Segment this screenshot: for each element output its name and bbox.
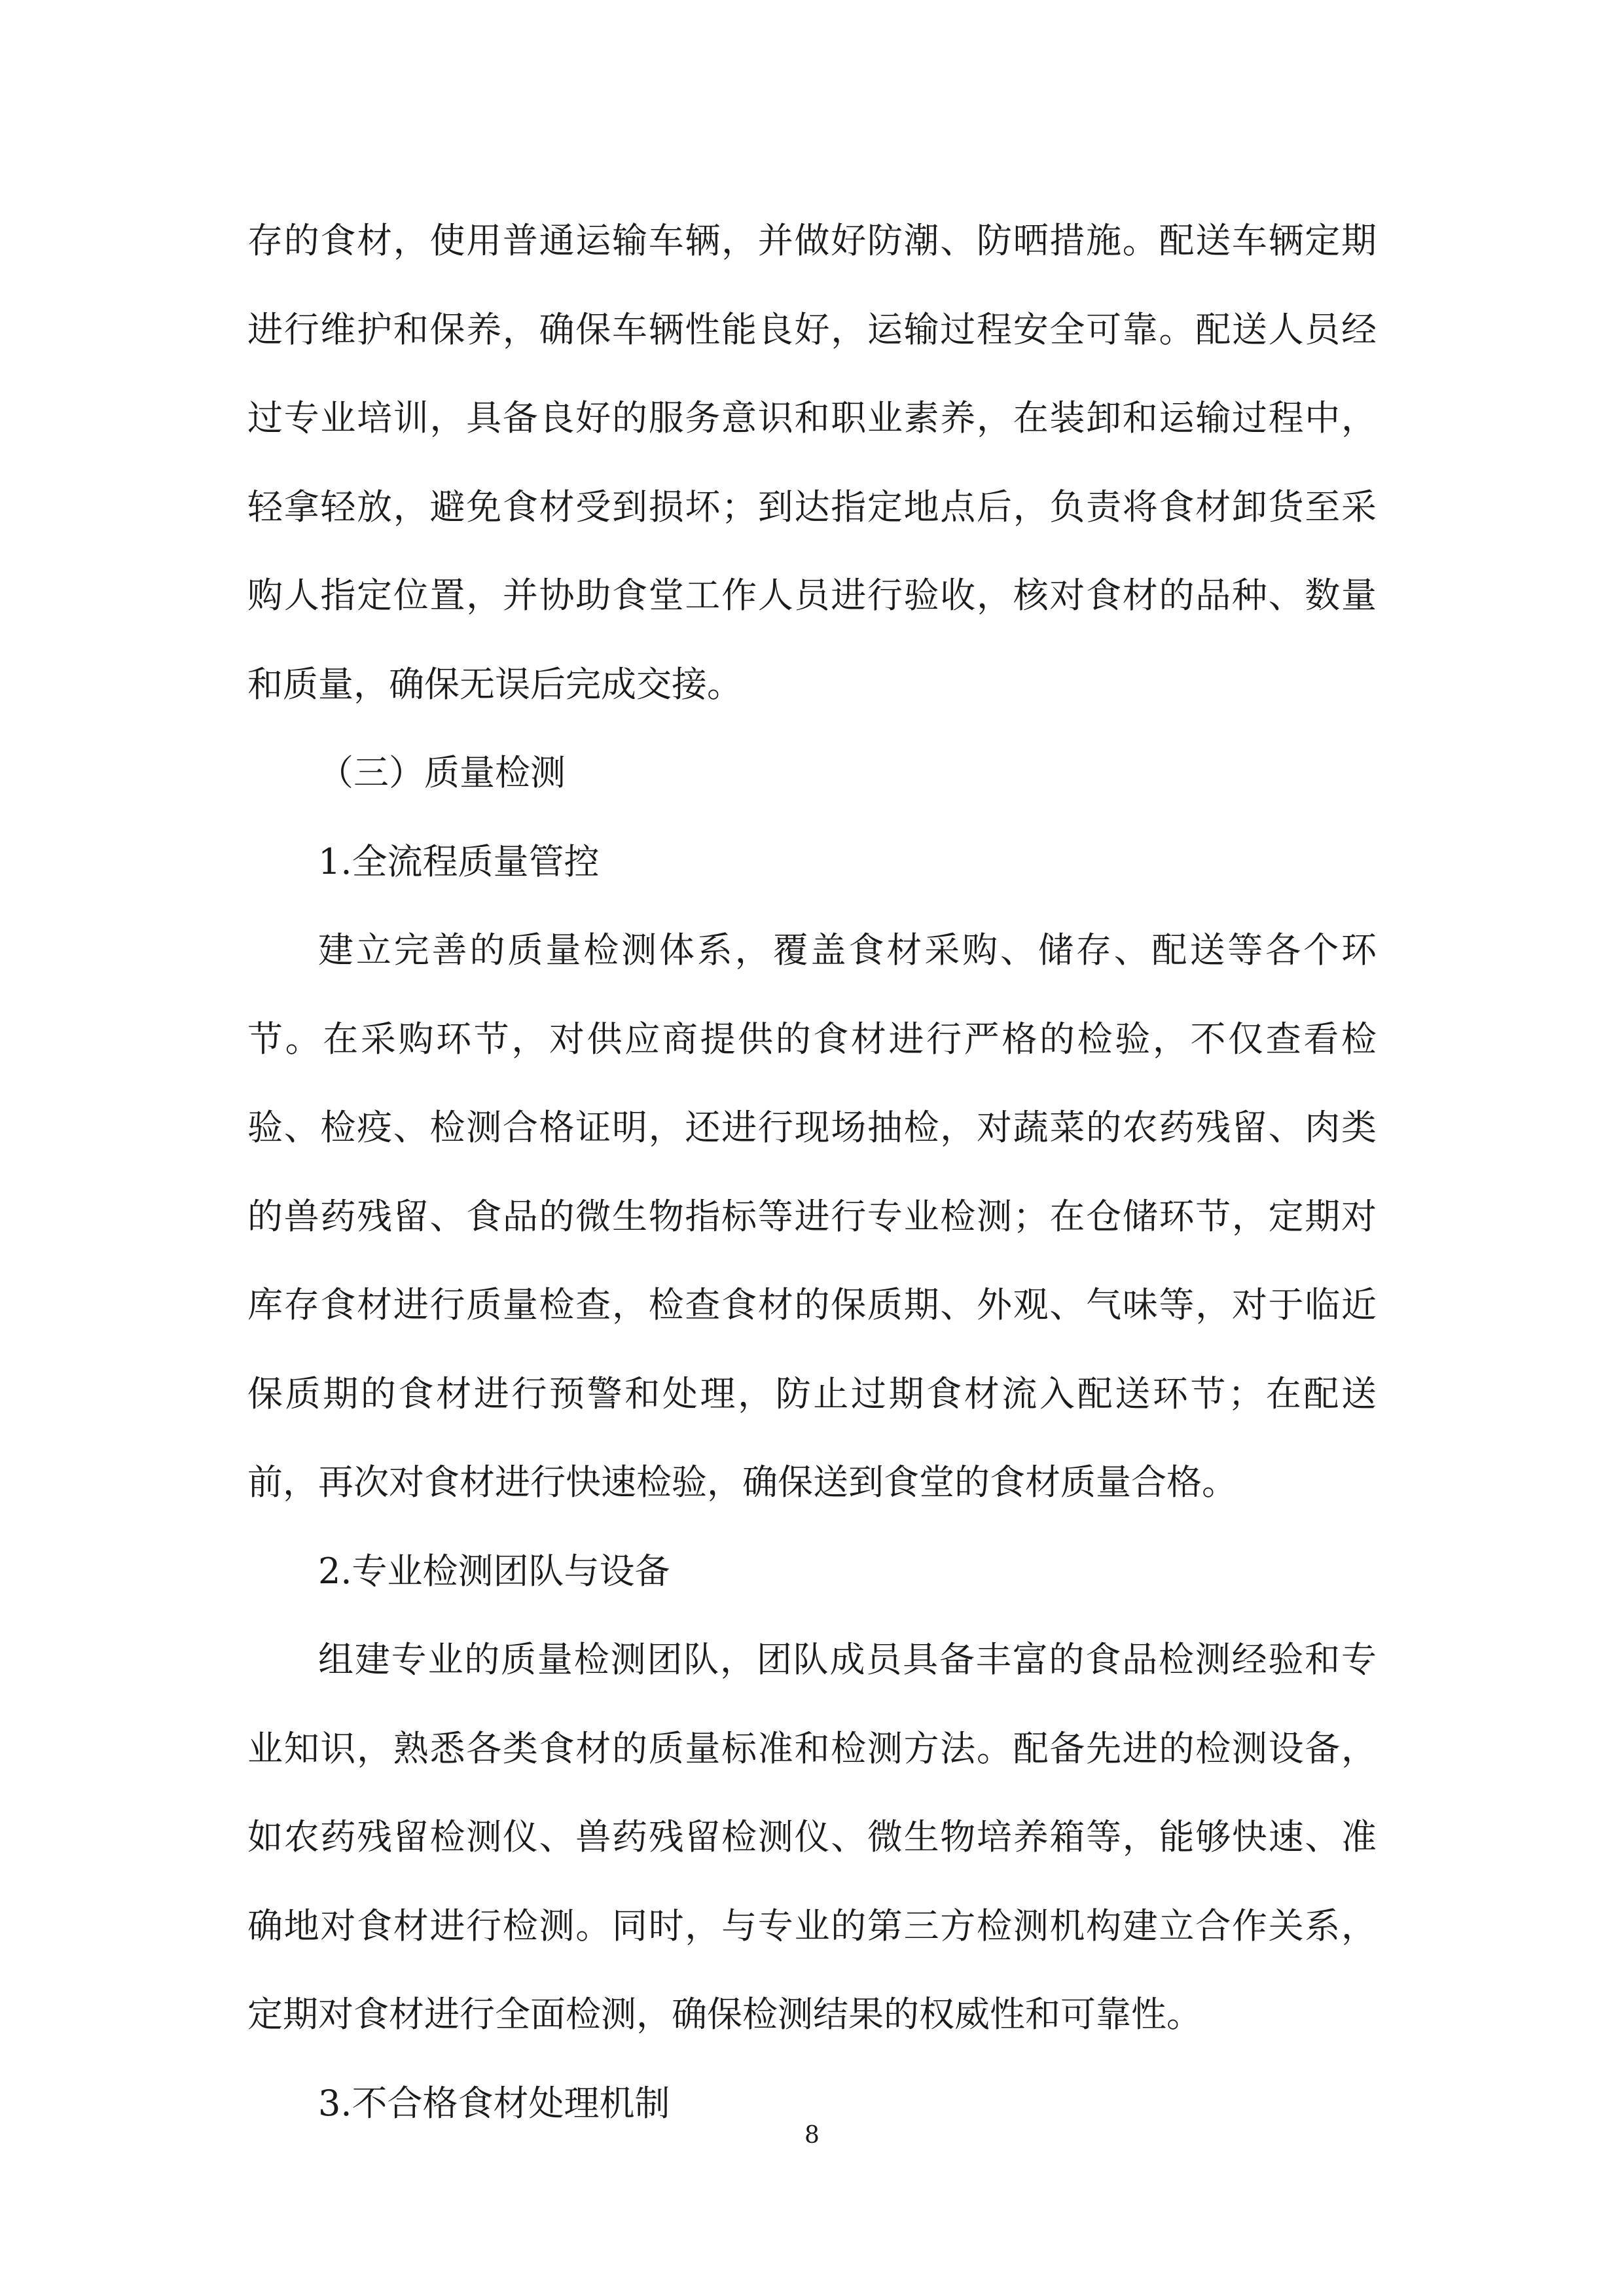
section-heading-quality-inspection: （三）质量检测 <box>318 752 566 793</box>
subheading-nonconforming-food-handling: 3.不合格食材处理机制 <box>318 2082 670 2124</box>
subheading-testing-team-and-equipment: 2.专业检测团队与设备 <box>318 1550 670 1592</box>
document-body <box>247 196 1377 2147</box>
page-number: 8 <box>804 2122 820 2149</box>
subheading-full-process-quality-control: 1.全流程质量管控 <box>318 840 600 882</box>
paragraph-testing-team-and-equipment: 组建专业的质量检测团队，团队成员具备丰富的食品检测经验和专业知识，熟悉各类食材的质量标准和检测方法。配备先进的检测设备，如农药残留检测仪、兽药残留检测仪、微生物培养箱等，能够快速、准确地对食材进行检测。同时，与专业的第三方检测机构建立合作关系，定期对食材进行全面检测，确保检测结果的权威性和可靠性。 <box>247 1639 1377 2035</box>
paragraph-full-process-quality-control: 建立完善的质量检测体系，覆盖食材采购、储存、配送等各个环节。在采购环节，对供应商提供的食材进行严格的检验，不仅查看检验、检疫、检测合格证明，还进行现场抽检，对蔬菜的农药残留、肉类的兽药残留、食品的微生物指标等进行专业检测；在仓储环节，定期对库存食材进行质量检查，检查食材的保质期、外观、气味等，对于临近保质期的食材进行预警和处理，防止过期食材流入配送环节；在配送前，再次对食材进行快速检验，确保送到食堂的食材质量合格。 <box>247 929 1377 1503</box>
paragraph-distribution-continued: 存的食材，使用普通运输车辆，并做好防潮、防晒措施。配送车辆定期进行维护和保养，确保车辆性能良好，运输过程安全可靠。配送人员经过专业培训，具备良好的服务意识和职业素养，在装卸和运输过程中，轻拿轻放，避免食材受到损坏；到达指定地点后，负责将食材卸货至采购人指定位置，并协助食堂工作人员进行验收，核对食材的品种、数量和质量，确保无误后完成交接。 <box>247 220 1377 705</box>
